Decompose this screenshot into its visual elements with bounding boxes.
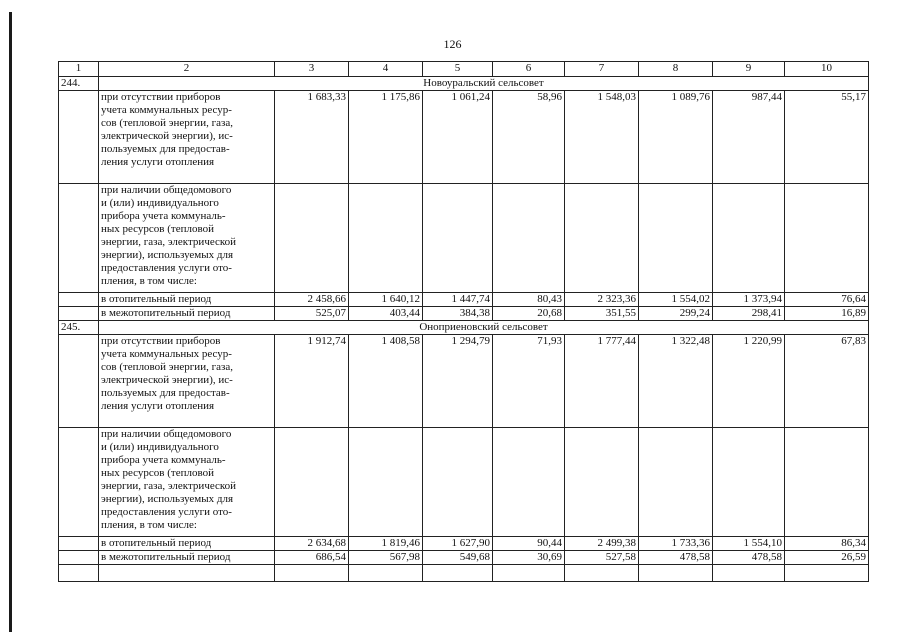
empty-value-cell (713, 184, 785, 293)
value-cell: 1 294,79 (423, 335, 493, 428)
description-line: при отсутствии приборов (101, 91, 221, 103)
value-cell: 527,58 (565, 551, 639, 565)
description-line: энергии), используемых для (101, 249, 234, 261)
column-header: 2 (99, 62, 275, 77)
empty-value-cell (785, 184, 869, 293)
description-line: энергии, газа, электрической (101, 236, 237, 248)
table-body (59, 62, 869, 582)
description-line: электрической энергии), ис- (101, 374, 233, 386)
empty-value-cell (639, 184, 713, 293)
table-row (59, 91, 869, 184)
value-cell: 1 220,99 (713, 335, 785, 428)
value-cell: 86,34 (785, 537, 869, 551)
header-row (59, 62, 869, 77)
empty-index-cell (59, 537, 99, 551)
value-cell: 16,89 (785, 307, 869, 321)
description-line: учета коммунальных ресур- (101, 348, 232, 360)
empty-value-cell (639, 428, 713, 537)
description-line: ных ресурсов (тепловой (101, 223, 214, 235)
value-cell: 987,44 (713, 91, 785, 184)
empty-value-cell (493, 184, 565, 293)
value-cell: 76,64 (785, 293, 869, 307)
binding-edge-bar (9, 12, 12, 632)
empty-value-cell (275, 428, 349, 537)
empty-cell (423, 565, 493, 582)
empty-cell (59, 565, 99, 582)
value-cell: 403,44 (349, 307, 423, 321)
value-cell: 1 373,94 (713, 293, 785, 307)
row-label: в отопительный период (99, 293, 275, 307)
value-cell: 20,68 (493, 307, 565, 321)
value-cell: 686,54 (275, 551, 349, 565)
description-line: ления услуги отопления (101, 156, 215, 168)
row-description (99, 184, 275, 293)
empty-value-cell (565, 428, 639, 537)
empty-index-cell (59, 184, 99, 293)
value-cell: 351,55 (565, 307, 639, 321)
empty-cell (565, 565, 639, 582)
empty-value-cell (275, 184, 349, 293)
description-line: пления, в том числе: (101, 519, 197, 531)
row-description (99, 91, 275, 184)
description-line: прибора учета коммуналь- (101, 210, 226, 222)
section-title-row (59, 77, 869, 91)
value-cell: 1 733,36 (639, 537, 713, 551)
value-cell: 26,59 (785, 551, 869, 565)
value-cell: 1 061,24 (423, 91, 493, 184)
value-cell: 1 175,86 (349, 91, 423, 184)
section-name: Оноприеновский сельсовет (99, 321, 869, 335)
value-cell: 1 554,02 (639, 293, 713, 307)
value-cell: 80,43 (493, 293, 565, 307)
description-line: пользуемых для предостав- (101, 143, 230, 155)
value-cell: 67,83 (785, 335, 869, 428)
section-name: Новоуральский сельсовет (99, 77, 869, 91)
column-header: 6 (493, 62, 565, 77)
empty-index-cell (59, 293, 99, 307)
description-line: энергии), используемых для (101, 493, 234, 505)
column-header: 10 (785, 62, 869, 77)
description-line: предоставления услуги ото- (101, 262, 232, 274)
empty-cell (275, 565, 349, 582)
tariff-table (58, 61, 869, 582)
value-cell: 525,07 (275, 307, 349, 321)
row-description (99, 428, 275, 537)
table-row (59, 184, 869, 293)
value-cell: 1 819,46 (349, 537, 423, 551)
table-row (59, 537, 869, 551)
description-line: пления, в том числе: (101, 275, 197, 287)
empty-cell (99, 565, 275, 582)
description-line: ных ресурсов (тепловой (101, 467, 214, 479)
value-cell: 1 912,74 (275, 335, 349, 428)
empty-cell (713, 565, 785, 582)
value-cell: 1 640,12 (349, 293, 423, 307)
table-row (59, 428, 869, 537)
value-cell: 1 554,10 (713, 537, 785, 551)
value-cell: 298,41 (713, 307, 785, 321)
description-line: при отсутствии приборов (101, 335, 221, 347)
empty-cell (639, 565, 713, 582)
value-cell: 549,68 (423, 551, 493, 565)
section-index: 244. (59, 77, 99, 91)
description-line: учета коммунальных ресур- (101, 104, 232, 116)
empty-index-cell (59, 551, 99, 565)
description-line: сов (тепловой энергии, газа, (101, 361, 233, 373)
value-cell: 2 458,66 (275, 293, 349, 307)
empty-value-cell (565, 184, 639, 293)
column-header: 4 (349, 62, 423, 77)
empty-cell (349, 565, 423, 582)
description-line: при наличии общедомового (101, 428, 232, 440)
blank-row (59, 565, 869, 582)
description-line: электрической энергии), ис- (101, 130, 233, 142)
description-line: и (или) индивидуального (101, 197, 219, 209)
empty-index-cell (59, 91, 99, 184)
table-row (59, 335, 869, 428)
value-cell: 71,93 (493, 335, 565, 428)
value-cell: 1 627,90 (423, 537, 493, 551)
value-cell: 1 777,44 (565, 335, 639, 428)
value-cell: 90,44 (493, 537, 565, 551)
row-description (99, 335, 275, 428)
table-row (59, 551, 869, 565)
column-header: 5 (423, 62, 493, 77)
table-row (59, 307, 869, 321)
description-line: прибора учета коммуналь- (101, 454, 226, 466)
empty-cell (493, 565, 565, 582)
value-cell: 30,69 (493, 551, 565, 565)
value-cell: 1 447,74 (423, 293, 493, 307)
description-line: при наличии общедомового (101, 184, 232, 196)
value-cell: 567,98 (349, 551, 423, 565)
value-cell: 2 323,36 (565, 293, 639, 307)
section-title-row (59, 321, 869, 335)
value-cell: 2 634,68 (275, 537, 349, 551)
row-label: в межотопительный период (99, 307, 275, 321)
value-cell: 1 322,48 (639, 335, 713, 428)
description-line: ления услуги отопления (101, 400, 215, 412)
value-cell: 478,58 (639, 551, 713, 565)
empty-value-cell (785, 428, 869, 537)
row-label: в межотопительный период (99, 551, 275, 565)
value-cell: 478,58 (713, 551, 785, 565)
table-row (59, 293, 869, 307)
empty-index-cell (59, 428, 99, 537)
value-cell: 299,24 (639, 307, 713, 321)
description-line: пользуемых для предостав- (101, 387, 230, 399)
value-cell: 1 089,76 (639, 91, 713, 184)
value-cell: 2 499,38 (565, 537, 639, 551)
empty-index-cell (59, 307, 99, 321)
column-header: 9 (713, 62, 785, 77)
description-line: предоставления услуги ото- (101, 506, 232, 518)
empty-value-cell (493, 428, 565, 537)
empty-index-cell (59, 335, 99, 428)
column-header: 1 (59, 62, 99, 77)
value-cell: 384,38 (423, 307, 493, 321)
column-header: 8 (639, 62, 713, 77)
empty-value-cell (713, 428, 785, 537)
empty-value-cell (423, 184, 493, 293)
value-cell: 58,96 (493, 91, 565, 184)
row-label: в отопительный период (99, 537, 275, 551)
empty-cell (785, 565, 869, 582)
page-number: 126 (443, 37, 462, 51)
value-cell: 55,17 (785, 91, 869, 184)
value-cell: 1 683,33 (275, 91, 349, 184)
empty-value-cell (423, 428, 493, 537)
column-header: 7 (565, 62, 639, 77)
description-line: сов (тепловой энергии, газа, (101, 117, 233, 129)
value-cell: 1 548,03 (565, 91, 639, 184)
value-cell: 1 408,58 (349, 335, 423, 428)
empty-value-cell (349, 184, 423, 293)
empty-value-cell (349, 428, 423, 537)
section-index: 245. (59, 321, 99, 335)
description-line: энергии, газа, электрической (101, 480, 237, 492)
column-header: 3 (275, 62, 349, 77)
description-line: и (или) индивидуального (101, 441, 219, 453)
